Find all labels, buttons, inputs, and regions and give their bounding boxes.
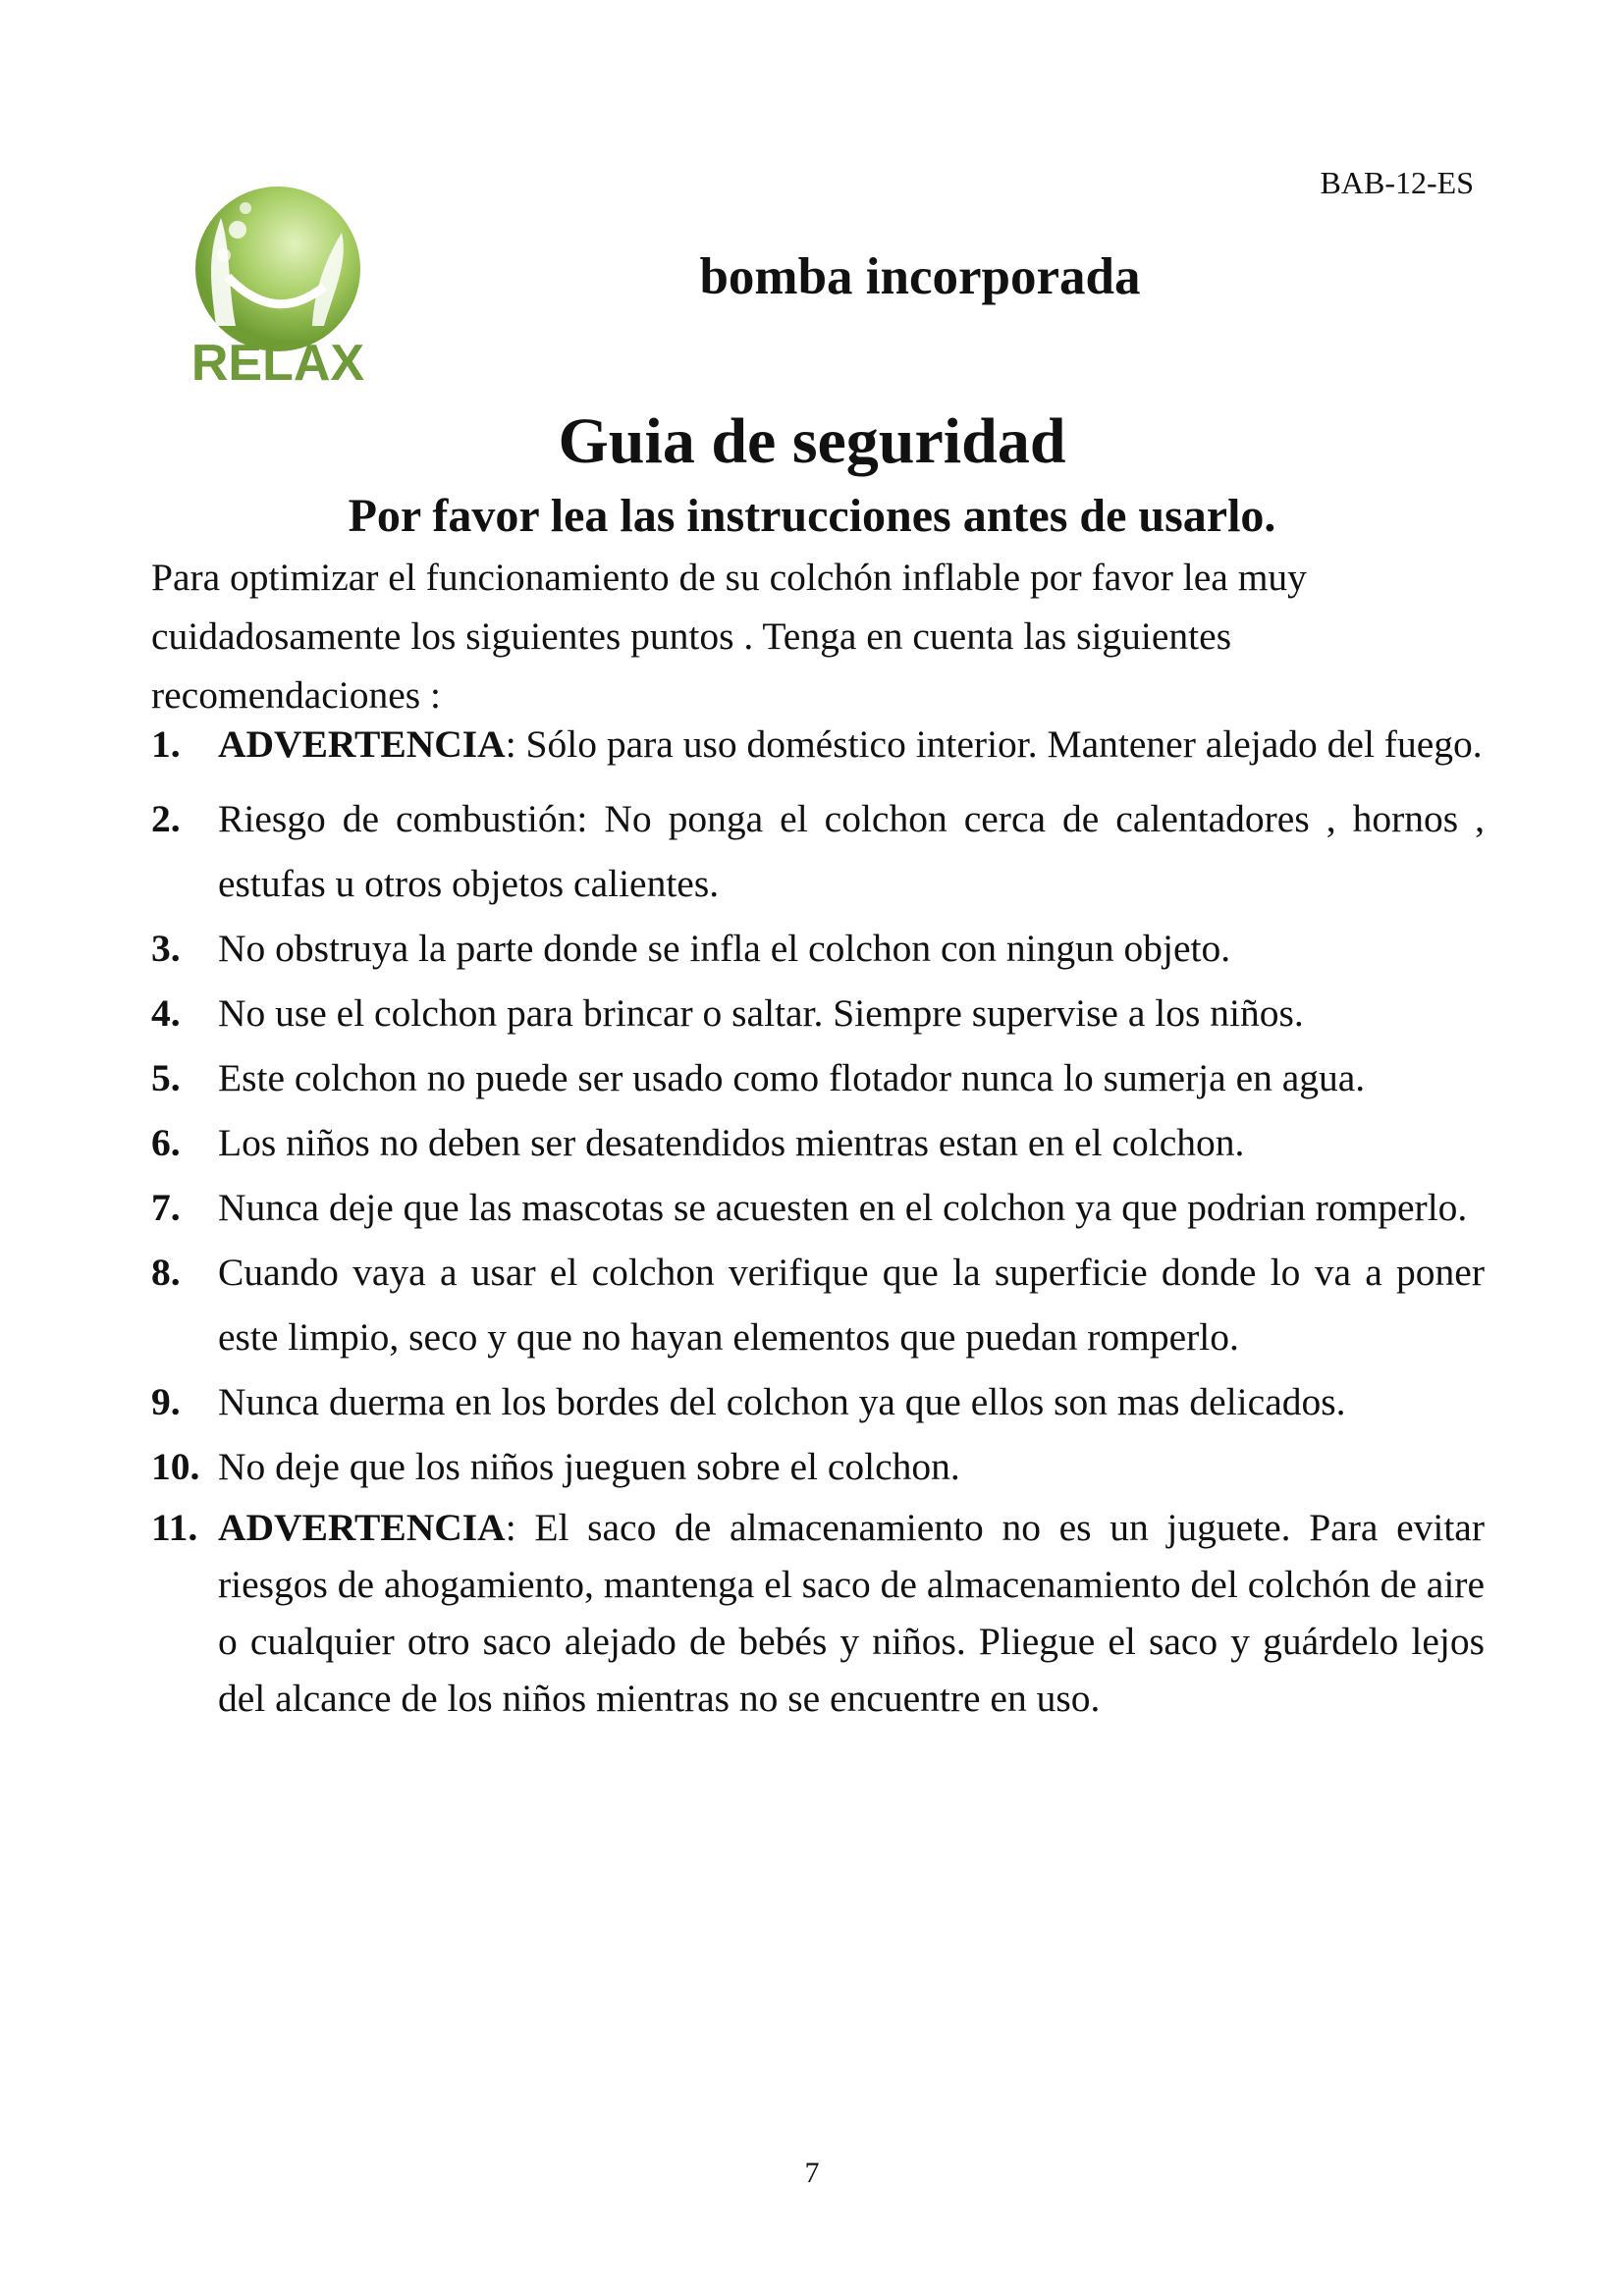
list-item: 5. Este colchon no puede ser usado como flotador nunca lo sumerja en agua. [151, 1056, 1366, 1099]
list-item: 2. Riesgo de combustión: No ponga el colchon cerca de calentadores , hornos , estufas u otros objetos calientes. [151, 797, 1485, 905]
page-number: 7 [804, 2157, 820, 2189]
product-subtitle: bomba incorporada [699, 248, 1141, 305]
list-item: 8. Cuando vaya a usar el colchon verifique que la superficie donde lo va a poner este limpio, seco y que no hayan elementos que puedan romperlo. [151, 1251, 1485, 1359]
document-code: BAB-12-ES [1320, 165, 1474, 200]
warning-label: ADVERTENCIA [218, 1506, 506, 1549]
list-item: 1. ADVERTENCIA: Sólo para uso doméstico interior. Mantener alejado del fuego. [151, 722, 1483, 766]
warning-label: ADVERTENCIA [218, 722, 506, 766]
list-item: 7. Nunca deje que las mascotas se acuesten en el colchon ya que podrian romperlo. [151, 1186, 1468, 1229]
list-item: 9. Nunca duerma en los bordes del colchon ya que ellos son mas delicados. [151, 1380, 1346, 1423]
logo-text: RELAX [190, 335, 365, 387]
list-item: 3. No obstruya la parte donde se infla el colchon con ningun objeto. [151, 927, 1231, 970]
list-item: 10. No deje que los niños jueguen sobre el colchon. [151, 1445, 960, 1488]
intro-paragraph: Para optimizar el funcionamiento de su colchón inflable por favor lea muy cuidadosamente los siguientes puntos . Tenga en cuenta las siguientes recomendaciones : [151, 556, 1307, 717]
list-item: 4. No use el colchon para brincar o saltar. Siempre supervise a los niños. [151, 991, 1304, 1035]
list-item: 11. ADVERTENCIA: El saco de almacenamiento no es un juguete. Para evitar riesgos de ahogamiento, mantenga el saco de almacenamiento del colchón de aire o cualquier otro saco alejado de bebés y niños. Pliegue el saco y guárdelo lejos del alcance de los niños mientras no se encuentre en uso. [151, 1506, 1485, 1720]
read-instructions-heading: Por favor lea las instrucciones antes de usarlo. [348, 490, 1276, 542]
page-title: Guia de seguridad [558, 405, 1066, 477]
list-item: 6. Los niños no deben ser desatendidos mientras estan en el colchon. [151, 1121, 1245, 1164]
safety-list [151, 714, 1485, 1727]
